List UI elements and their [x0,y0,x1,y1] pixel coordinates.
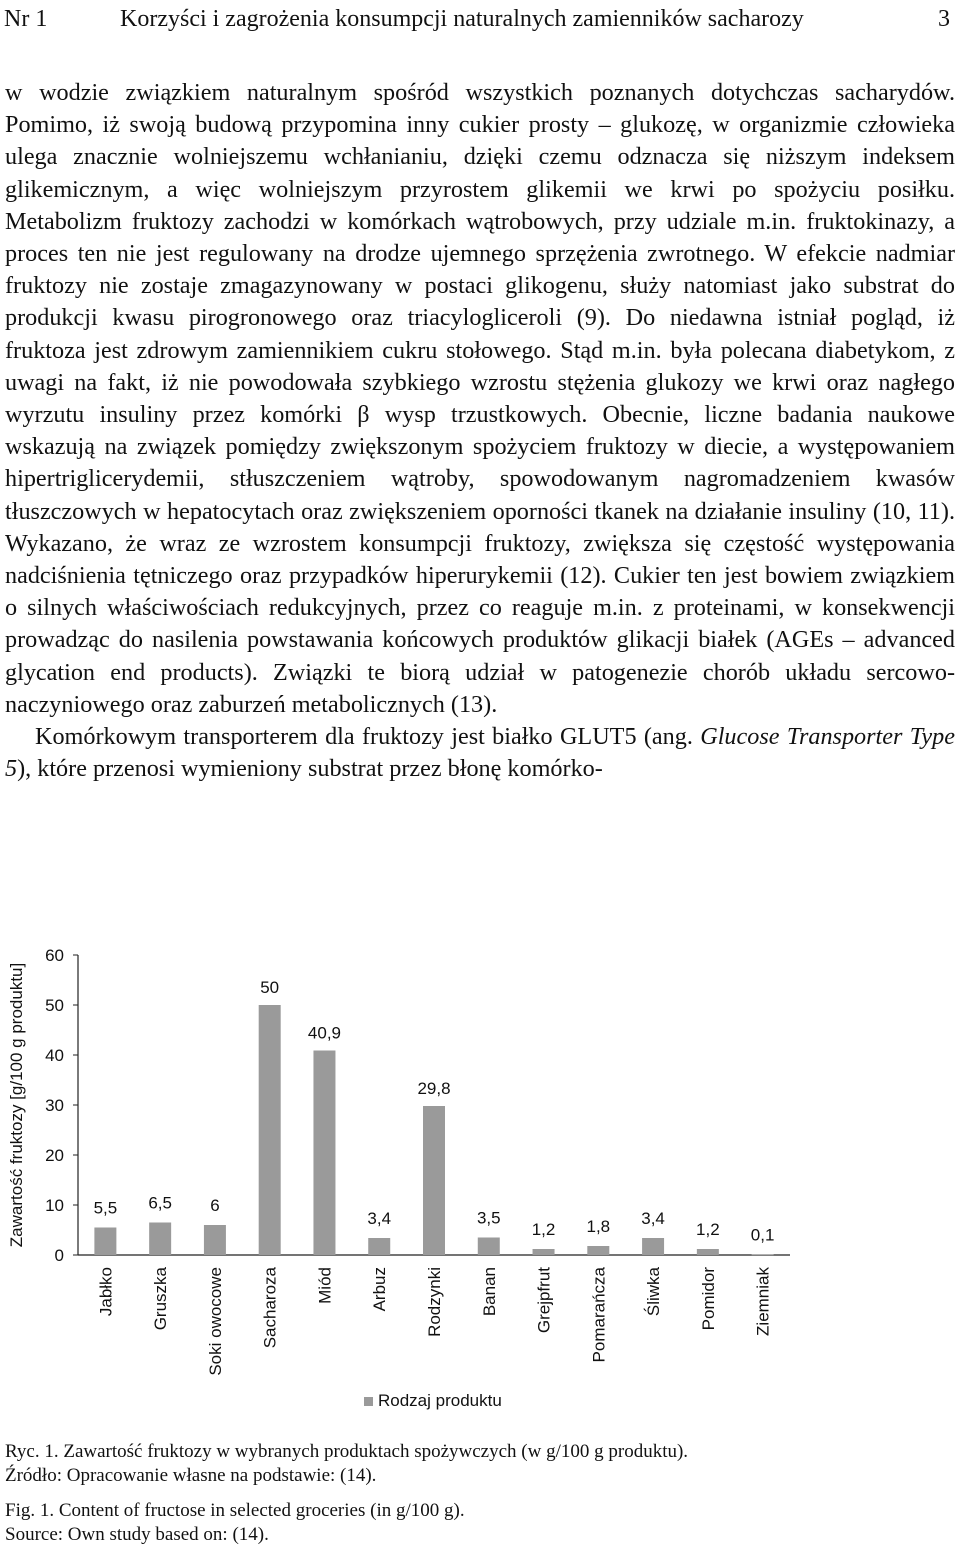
caption-pl-source: Źródło: Opracowanie własne na podstawie: (14). [5,1464,377,1486]
bar-value-label: 3,4 [641,1209,665,1228]
running-header [4,2,952,36]
y-tick-label: 30 [45,1096,64,1115]
running-title: Korzyści i zagrożenia konsumpcji naturalnych zamienników sacharozy [120,6,804,32]
caption-en-source: Source: Own study based on: (14). [5,1523,269,1545]
caption-pl-title: Ryc. 1. Zawartość fruktozy w wybranych produktach spożywczych (w g/100 g produktu). [5,1441,689,1462]
paragraph-2 [5,721,955,785]
y-axis-title: Zawartość fruktozy [g/100 g produktu] [7,962,26,1248]
bar-value-label: 0,1 [750,1225,775,1245]
legend-label: Rodzaj produktu [378,1391,502,1410]
paragraph-2-end: ), które przenosi wymieniony substrat przez błonę komórko- [17,755,603,783]
y-tick-label: 20 [45,1146,64,1165]
figure-caption [5,1440,955,1546]
y-tick-label: 0 [54,1246,64,1265]
bar-4 [259,1005,281,1255]
category-label: Banan [479,1267,499,1317]
bar-value-label: 3,5 [476,1208,501,1228]
bar-1 [94,1228,116,1256]
caption-gap [5,1487,955,1499]
category-label: Rodzynki [425,1267,444,1337]
page-number: 3 [938,6,950,32]
bar-10 [587,1246,609,1255]
bar-3 [204,1225,226,1255]
bar-13 [752,1255,774,1256]
bar-value-label: 1,8 [586,1217,611,1236]
bar-value-label: 29,8 [417,1079,451,1098]
category-label: Pomidor [698,1267,718,1331]
bar-6 [368,1238,390,1255]
chart-svg [0,935,960,1425]
bar-12 [697,1249,719,1255]
caption-en-title: Fig. 1. Content of fructose in selected groceries (in g/100 g). [5,1500,465,1521]
legend-swatch [364,1397,373,1406]
y-tick-label: 40 [45,1046,64,1065]
paragraph-2-italic: Glucose Transporter Type 5 [5,723,955,783]
category-label: Sacharoza [260,1267,280,1349]
bar-value-label: 3,4 [367,1209,392,1228]
category-label: Miód [315,1267,335,1304]
bar-value-label: 40,9 [307,1023,342,1043]
bar-5 [313,1051,335,1256]
bar-9 [533,1249,555,1255]
y-tick-label: 50 [45,996,64,1015]
category-label: Pomarańcza [589,1267,609,1363]
paragraph-2-start: Komórkowym transporterem dla fruktozy jest białko GLUT5 (ang. [35,723,701,751]
bar-8 [478,1238,500,1256]
bar-value-label: 6,5 [148,1193,172,1213]
bar-2 [149,1223,171,1256]
category-label: Jabłko [96,1267,116,1317]
bar-value-label: 50 [260,978,280,997]
paragraph-1: w wodzie związkiem naturalnym spośród wszystkich poznanych dotychczas sacharydów. Pomimo, iż swoją budową przypomina inny cukier prosty – glukozę, w organizmie człowieka ulega znacznie wolniejszemu wchłanianiu, dzięki czemu odznacza się niższym indeksem glikemicznym, a więc wolniejszym przyrostem glikemii we krwi po spożyciu posiłku. Metabolizm fruktozy zachodzi w komórkach wątrobowych, przy udziale m.in. fruktokinazy, a proces ten nie jest regulowany na drodze ujemnego sprzężenia zwrotnego. W efekcie nadmiar fruktozy nie zostaje zmagazynowany w postaci glikogenu, służy natomiast jako substrat do produkcji kwasu pirogronowego oraz triacylogliceroli (9). Do niedawna istniał pogląd, iż fruktoza jest zdrowym zamiennikiem cukru stołowego. Stąd m.in. była polecana diabetykom, z uwagi na fakt, iż nie powodowała szybkiego wzrostu stężenia glukozy we krwi oraz nagłego wyrzutu insuliny przez komórki β wysp trzustkowych. Obecnie, liczne badania naukowe wskazują na związek pomiędzy zwiększonym spożyciem fruktozy w diecie, a występowaniem hipertriglicerydemii, stłuszczeniem wątroby, spowodowanym nagromadzeniem kwasów tłuszczowych w hepatocytach oraz zwiększeniem oporności tkanek na działanie insuliny (10, 11). Wykazano, że wraz ze wzrostem konsumpcji fruktozy, zwiększa się częstość występowania nadciśnienia tętniczego oraz przypadków hiperurykemii (12). Cukier ten jest bowiem związkiem o silnych właściwościach redukcyjnych, przez co reaguje m.in. z proteinami, w konsekwencji prowadząc do nasilenia powstawania końcowych produktów glikacji białek (AGEs – advanced glycation end products). Związki te biorą udział w patogenezie chorób układu sercowo-naczyniowego oraz zaburzeń metabolicznych (13). [5,79,955,718]
category-label: Śliwka [644,1267,664,1317]
bar-value-label: 5,5 [93,1198,118,1218]
article-body [5,77,955,785]
category-label: Soki owocowe [205,1267,225,1376]
bar-value-label: 1,2 [696,1220,720,1239]
bar-value-label: 6 [210,1196,220,1215]
bar-11 [642,1238,664,1255]
category-label: Ziemniak [753,1267,773,1336]
category-label: Grejpfrut [534,1267,554,1334]
fructose-chart [0,935,960,1425]
bar-7 [423,1106,445,1255]
category-label: Arbuz [370,1267,390,1312]
category-label: Gruszka [151,1267,171,1331]
issue-number: Nr 1 [4,6,48,32]
y-tick-label: 60 [45,946,64,965]
bar-value-label: 1,2 [531,1220,556,1239]
y-tick-label: 10 [45,1196,64,1215]
